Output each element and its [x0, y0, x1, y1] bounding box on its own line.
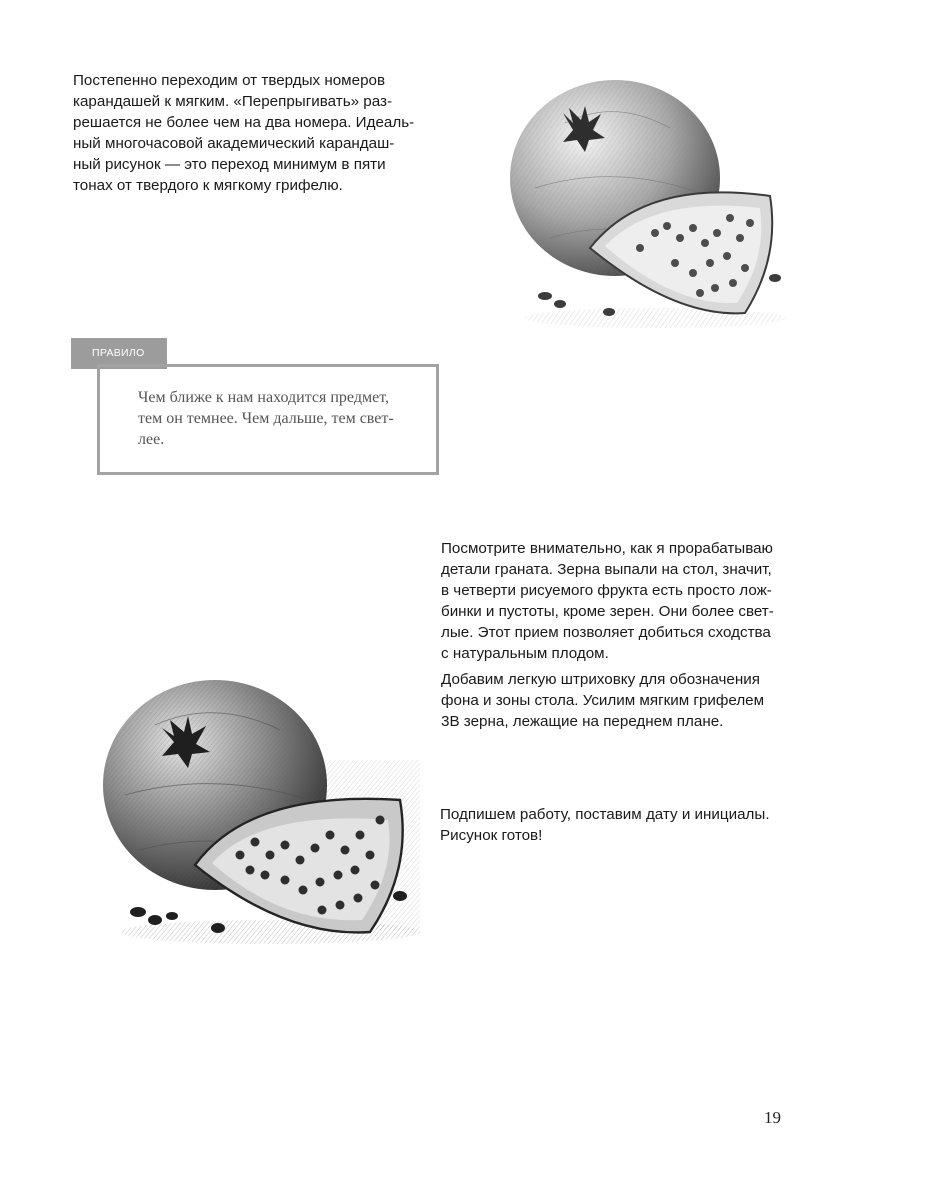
page-number: 19	[764, 1108, 781, 1127]
pomegranate-sketch-finished	[100, 670, 430, 950]
details-block	[441, 538, 793, 732]
rule-text: Чем ближе к нам находится предмет, тем он темнее. Чем дальше, тем свет- лее.	[138, 389, 394, 448]
intro-text: Постепенно переходим от твердых номеров карандашей к мягким. «Перепрыгивать» раз- решается не более чем на два номера. Идеаль- ный многочасовой академический карандаш- ный рисунок — это переход минимум в пяти тонах от твердого к мягкому грифелю.	[73, 72, 415, 194]
details-paragraph-2: Добавим легкую штриховку для обозначения фона и зоны стола. Усилим мягким грифелем 3В зерна, лежащие на переднем плане.	[441, 671, 765, 730]
details-paragraph-1: Посмотрите внимательно, как я прорабатываю детали граната. Зерна выпали на стол, значит, в четверти рисуемого фрукта есть просто лож- бинки и пустоты, кроме зерен. Они более свет- лые. Этот прием позволяет добиться сходства с натуральным плодом.	[441, 540, 774, 662]
pomegranate-sketch-light	[505, 68, 795, 334]
finish-paragraph	[440, 804, 792, 846]
intro-paragraph	[73, 70, 423, 196]
rule-tag: ПРАВИЛО	[71, 338, 167, 369]
finish-text: Подпишем работу, поставим дату и инициалы. Рисунок готов!	[440, 806, 770, 844]
